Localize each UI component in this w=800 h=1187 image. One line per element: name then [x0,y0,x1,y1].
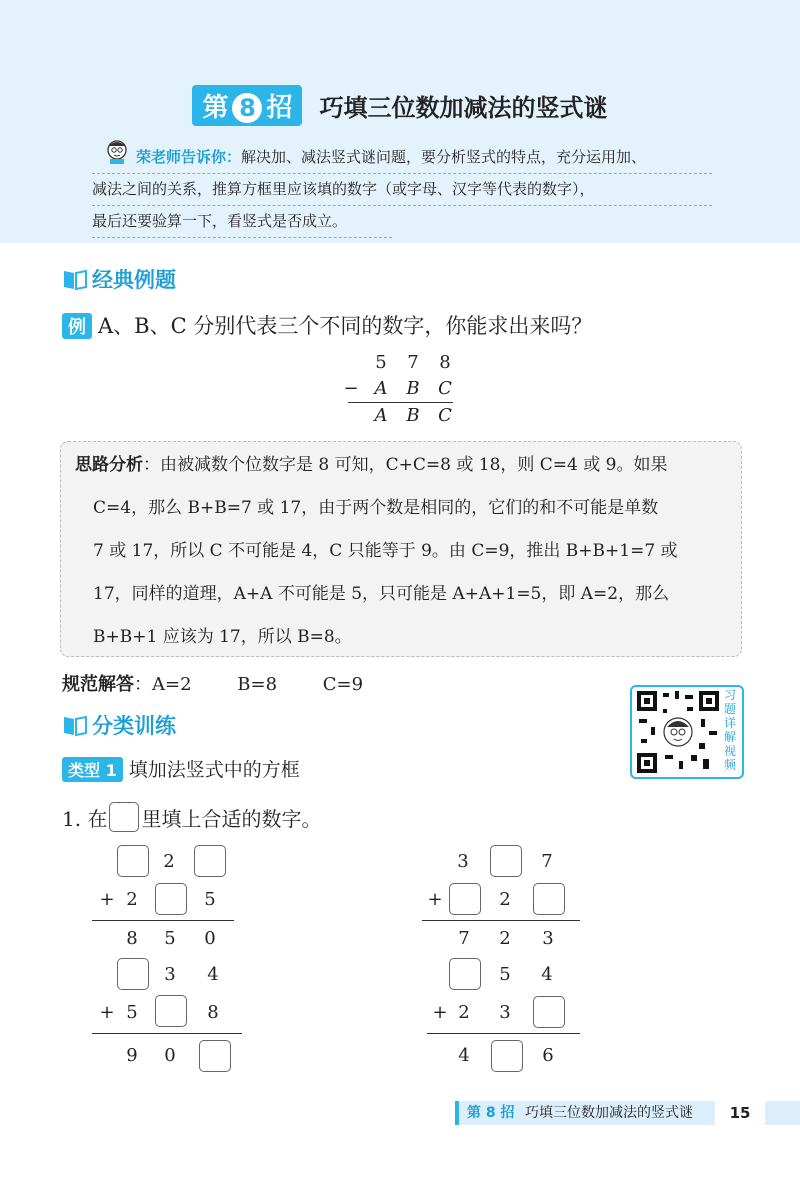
digit: 3 [457,851,469,872]
example-badge: 例 [62,313,92,339]
answer-box[interactable] [117,845,149,877]
answer-label: 规范解答 [62,674,134,695]
analysis-box [60,441,742,657]
minus-sign: − [343,378,359,399]
letter: C [438,378,452,399]
book-icon [62,714,88,736]
answer-box[interactable] [449,883,481,915]
plus-sign: + [99,889,115,910]
lesson-badge: 第 8 招 [192,85,302,126]
answer-box-sample [109,802,139,832]
letter: C [438,405,452,426]
digit: 5 [375,352,387,373]
letter: A [374,405,388,426]
sum-line [92,1033,242,1034]
answer-box[interactable] [117,958,149,990]
plus-sign: + [427,889,443,910]
analysis-line-3: 7 或 17，所以 C 不可能是 4，C 只能等于 9。由 C=9，推出 B+B+1=7 或 [93,541,678,561]
footer-title: 巧填三位数加减法的竖式谜 [524,1105,693,1121]
tip-label: 荣老师告诉你： [136,148,242,166]
digit: 7 [407,352,419,373]
digit: 2 [126,889,138,910]
answer-box[interactable] [490,845,522,877]
plus-sign: + [432,1002,448,1023]
section-classified-training: 分类训练 [62,710,176,740]
type-badge: 类型 1 [62,757,123,782]
footer-lesson [455,1101,693,1125]
answer-b: B=8 [237,674,278,695]
sum-line [348,402,453,403]
type-1-heading [62,755,300,782]
plus-sign: + [99,1002,115,1023]
sum-line [92,920,234,921]
digit: 4 [541,964,553,985]
analysis-line-1: ：由被减数个位数字是 8 可知，C+C=8 或 18，则 C=4 或 9。如果 [143,455,668,475]
digit: 5 [126,1002,138,1023]
digit: 8 [126,928,138,949]
analysis-label: 思路分析 [75,455,143,475]
tip-line-1: 解决加、减法竖式谜问题，要分析竖式的特点，充分运用加、 [241,148,647,166]
digit: 8 [207,1002,219,1023]
digit: 7 [458,928,470,949]
question-1: 1. 在 里填上合适的数字。 [62,802,321,832]
digit: 5 [164,928,176,949]
digit: 0 [204,928,216,949]
digit: 2 [163,851,175,872]
answer-box[interactable] [155,883,187,915]
tip-line-2: 减法之间的关系，推算方框里应该填的数字（或字母、汉字等代表的数字）， [92,174,712,206]
sum-line [427,1033,580,1034]
digit: 8 [439,352,451,373]
letter: B [406,378,420,399]
digit: 7 [541,851,553,872]
tip-line-3: 最后还要验算一下，看竖式是否成立。 [92,206,392,238]
qr-pattern [635,689,721,775]
footer-zhao: 第 8 招 [467,1105,515,1121]
answer-c: C=9 [322,674,364,695]
digit: 0 [164,1045,176,1066]
example-question: 例 A、B、C 分别代表三个不同的数字，你能求出来吗？ [62,310,592,340]
digit: 3 [542,928,554,949]
answer-box[interactable] [449,958,481,990]
answer-box[interactable] [491,1040,523,1072]
type-title: 填加法竖式中的方框 [128,759,300,781]
answer-box[interactable] [199,1040,231,1072]
qr-label: 习 题 详 解 视 频 [723,688,736,772]
digit: 5 [204,889,216,910]
teacher-tip [92,142,712,238]
answer-box[interactable] [155,995,187,1027]
analysis-line-5: B+B+1 应该为 17，所以 B=8。 [93,627,352,647]
standard-answer: 规范解答：A=2 B=8 C=9 [62,674,364,695]
analysis-line-4: 17，同样的道理，A+A 不可能是 5，只可能是 A+A+1=5，即 A=2，那么 [93,584,670,604]
digit: 2 [458,1002,470,1023]
digit: 9 [126,1045,138,1066]
book-icon [62,268,88,290]
section-classic-examples: 经典例题 [62,264,176,294]
analysis-line-2: C=4，那么 B+B=7 或 17，由于两个数是相同的，它们的和不可能是单数 [93,498,659,518]
digit: 2 [499,928,511,949]
lesson-title: 巧填三位数加减法的竖式谜 [319,94,608,122]
letter: A [374,378,388,399]
letter: B [406,405,420,426]
page-title [0,85,800,126]
digit: 4 [207,964,219,985]
answer-box[interactable] [194,845,226,877]
digit: 2 [499,889,511,910]
digit: 3 [499,1002,511,1023]
digit: 3 [164,964,176,985]
digit: 5 [499,964,511,985]
digit: 6 [542,1045,554,1066]
digit: 4 [458,1045,470,1066]
answer-box[interactable] [533,883,565,915]
answer-box[interactable] [533,996,565,1028]
sum-line [422,920,580,921]
page-number: 15 [715,1101,765,1125]
